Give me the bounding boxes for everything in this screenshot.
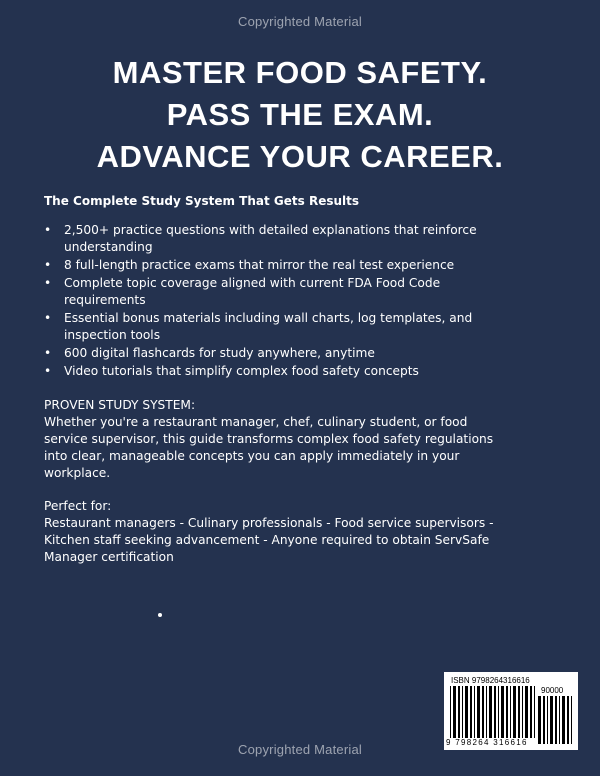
barcode-bar — [470, 686, 472, 738]
barcode-bar — [543, 696, 545, 744]
barcode-bar — [453, 686, 456, 738]
barcode-bar — [530, 686, 532, 738]
barcode-bar — [494, 686, 496, 738]
subtitle: The Complete Study System That Gets Results — [44, 194, 360, 208]
barcode-bar — [550, 696, 553, 744]
barcode-bar — [450, 686, 451, 738]
barcode-bar — [462, 686, 463, 738]
decorative-dot — [158, 613, 162, 617]
watermark-top: Copyrighted Material — [238, 14, 362, 29]
barcode-bar — [458, 686, 460, 738]
headline-line-1: MASTER FOOD SAFETY. — [112, 55, 488, 90]
barcode-bar — [534, 686, 535, 738]
barcode-bar — [474, 686, 475, 738]
barcode-bar — [477, 686, 480, 738]
price-code: 90000 — [541, 686, 564, 695]
barcode-addon-bars — [538, 696, 572, 744]
barcode-bar — [522, 686, 523, 738]
headline-line-3: ADVANCE YOUR CAREER. — [96, 139, 504, 174]
barcode-bar — [559, 696, 560, 744]
barcode-bar — [501, 686, 504, 738]
barcode-bar — [510, 686, 511, 738]
barcode-bar — [555, 696, 557, 744]
body-content — [44, 193, 514, 566]
perfect-heading: Perfect for: — [44, 499, 112, 513]
barcode-bar — [518, 686, 520, 738]
feature-item: • 2,500+ practice questions with detailed explanations that reinforce understanding — [64, 222, 514, 256]
isbn-label: ISBN 9798264316616 — [451, 676, 530, 685]
barcode-bar — [489, 686, 492, 738]
feature-item: • 8 full-length practice exams that mirror the real test experience — [64, 257, 514, 274]
barcode-bar — [571, 696, 572, 744]
watermark-bottom: Copyrighted Material — [238, 742, 362, 757]
barcode-bar — [482, 686, 484, 738]
barcode-bar — [486, 686, 487, 738]
headline-line-2: PASS THE EXAM. — [166, 97, 434, 132]
barcode-bar — [506, 686, 508, 738]
feature-item: • Complete topic coverage aligned with current FDA Food Code requirements — [64, 275, 514, 309]
barcode-bars — [450, 686, 536, 738]
barcode-bar — [498, 686, 499, 738]
barcode-bar — [525, 686, 528, 738]
barcode-bar — [567, 696, 569, 744]
barcode-bar — [562, 696, 565, 744]
ean-digits: 9 798264 316616 — [446, 738, 528, 747]
proven-body: Whether you're a restaurant manager, chef, culinary student, or food service supervisor, this guide transforms complex food safety regulations into clear, manageable concepts you can apply immediately in your workplace. — [44, 415, 494, 480]
feature-list — [44, 222, 514, 380]
perfect-body: Restaurant managers - Culinary professionals - Food service supervisors - Kitchen staff seeking advancement - Anyone required to obtain ServSafe Manager certification — [44, 516, 494, 564]
feature-item: • 600 digital flashcards for study anywhere, anytime — [64, 345, 514, 362]
feature-item: • Essential bonus materials including wall charts, log templates, and inspection tools — [64, 310, 514, 344]
feature-item: • Video tutorials that simplify complex food safety concepts — [64, 363, 514, 380]
barcode-bar — [547, 696, 548, 744]
headline — [0, 52, 600, 178]
barcode-bar — [513, 686, 516, 738]
barcode-box — [444, 672, 578, 750]
barcode-bar — [465, 686, 468, 738]
barcode-bar — [538, 696, 541, 744]
proven-heading: PROVEN STUDY SYSTEM: — [44, 398, 196, 412]
